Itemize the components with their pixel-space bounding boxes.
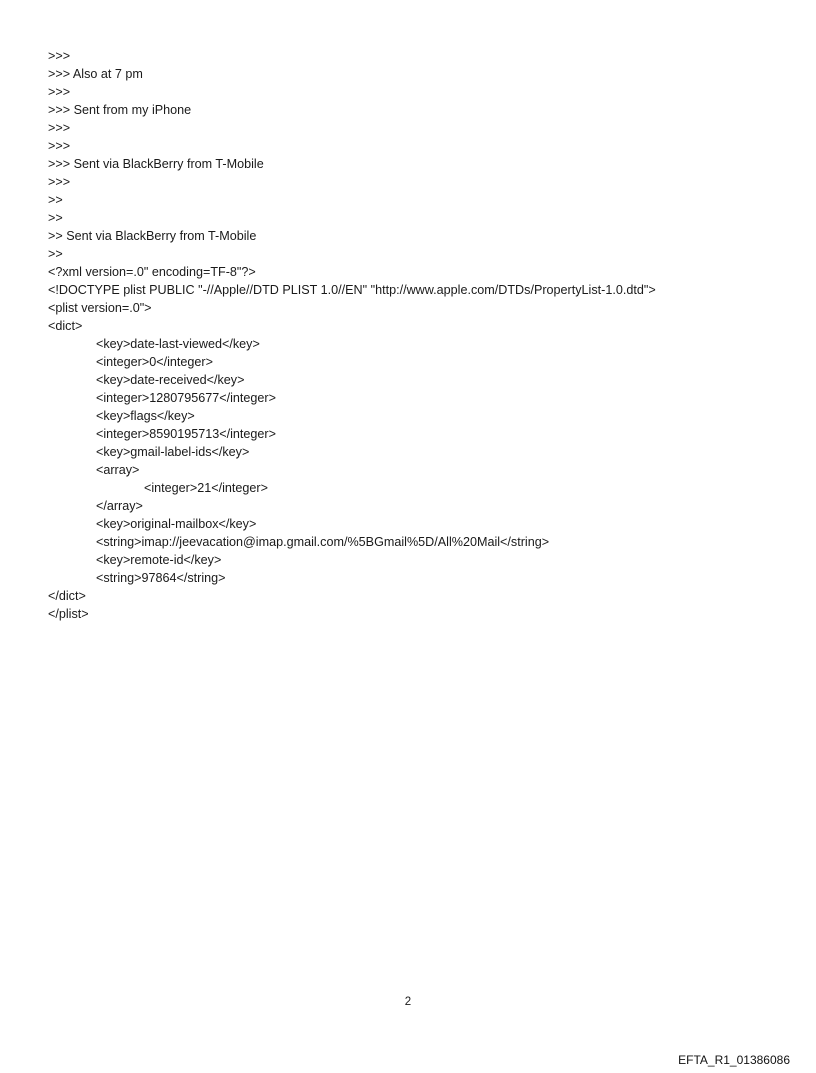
plist-entry-line: <key>gmail-label-ids</key>	[96, 445, 250, 459]
plist-entry-line: <integer>21</integer>	[144, 481, 268, 495]
document-id: EFTA_R1_01386086	[678, 1053, 790, 1067]
plist-entry-line: </array>	[96, 499, 143, 513]
email-quote-line: >> Sent via BlackBerry from T-Mobile	[48, 229, 257, 243]
plist-entry-line: <string>imap://jeevacation@imap.gmail.com/%5BGmail%5D/All%20Mail</string>	[96, 535, 550, 549]
plist-entry-line: <key>date-received</key>	[96, 373, 245, 387]
plist-open-line: <plist version=.0">	[48, 301, 152, 315]
email-quote-line: >>	[48, 193, 63, 207]
email-quote-line: >>	[48, 211, 63, 225]
dict-open-line: <dict>	[48, 319, 83, 333]
email-quote-line: >>	[48, 247, 63, 261]
xml-declaration-line: <?xml version=.0" encoding=TF-8"?>	[48, 265, 256, 279]
email-quote-line: >>>	[48, 49, 71, 63]
plist-entry-line: <key>date-last-viewed</key>	[96, 337, 260, 351]
page-number: 2	[404, 996, 412, 1008]
plist-entry-line: <integer>0</integer>	[96, 355, 213, 369]
email-quote-line: >>>	[48, 139, 71, 153]
doctype-line: <!DOCTYPE plist PUBLIC "-//Apple//DTD PLIST 1.0//EN" "http://www.apple.com/DTDs/PropertyList-1.0.dtd">	[48, 283, 656, 297]
email-quote-line: >>> Sent via BlackBerry from T-Mobile	[48, 157, 264, 171]
plist-entry-line: <integer>1280795677</integer>	[96, 391, 276, 405]
email-quote-line: >>>	[48, 121, 71, 135]
email-quote-line: >>>	[48, 175, 71, 189]
plist-close-line: </plist>	[48, 607, 89, 621]
dict-close-line: </dict>	[48, 589, 86, 603]
plist-entry-line: <key>original-mailbox</key>	[96, 517, 257, 531]
plist-entry-line: <key>flags</key>	[96, 409, 195, 423]
email-quote-line: >>> Sent from my iPhone	[48, 103, 192, 117]
document-body	[48, 47, 788, 623]
plist-entry-line: <key>remote-id</key>	[96, 553, 222, 567]
plist-entry-line: <string>97864</string>	[96, 571, 226, 585]
plist-entry-line: <array>	[96, 463, 140, 477]
email-quote-line: >>> Also at 7 pm	[48, 67, 143, 81]
plist-entry-line: <integer>8590195713</integer>	[96, 427, 276, 441]
email-quote-line: >>>	[48, 85, 71, 99]
